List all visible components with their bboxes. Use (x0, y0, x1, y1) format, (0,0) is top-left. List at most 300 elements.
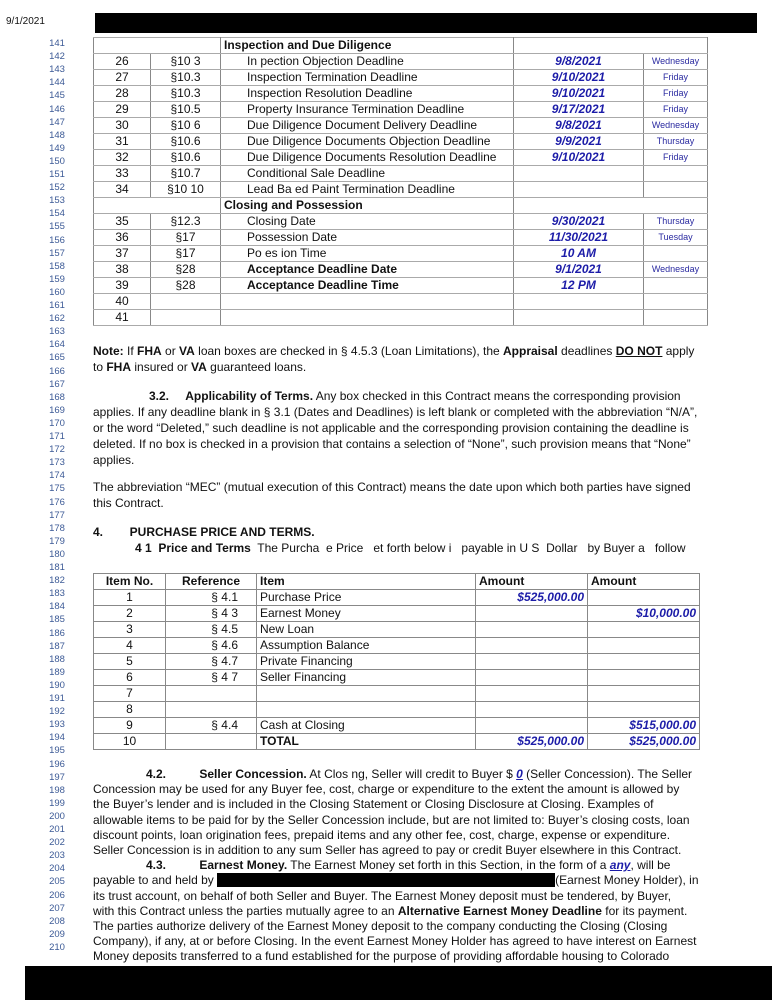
table-row (94, 102, 708, 118)
amount-1 (476, 718, 588, 734)
item-number: 33 (94, 166, 151, 182)
text-line (93, 405, 697, 420)
item-name: New Loan (257, 622, 476, 638)
line-number: 176 (49, 496, 65, 508)
text-segment: Money deposits transferred to a fund established for the purpose of providing affordable housing to Colorado (93, 949, 670, 964)
reference: § 4.6 (166, 638, 257, 654)
text-segment: Alternative Earnest Money Deadline (397, 903, 602, 918)
amount-2 (588, 670, 700, 686)
text-line (93, 813, 690, 828)
item-number: 40 (94, 294, 151, 310)
table-row (94, 70, 708, 86)
empty-cell (94, 38, 221, 54)
weekday (644, 278, 708, 294)
reference: §10.3 (151, 86, 221, 102)
line-number: 208 (49, 915, 65, 927)
empty-cell (514, 198, 708, 214)
item-number: 1 (94, 590, 166, 606)
text-segment: FHA (106, 360, 132, 374)
text-segment: applies. (93, 453, 135, 467)
deadline-date: 9/8/2021 (514, 118, 644, 134)
text-line (93, 480, 691, 495)
deadline-date: 9/17/2021 (514, 102, 644, 118)
event-name: Inspection Resolution Deadline (221, 86, 514, 102)
form-field-value[interactable]: any (609, 858, 631, 873)
line-number: 162 (49, 313, 65, 325)
deadline-date: 9/9/2021 (514, 134, 644, 150)
deadline-date (514, 310, 644, 326)
line-number: 182 (49, 575, 65, 587)
amount-1 (476, 638, 588, 654)
deadline-date: 9/1/2021 (514, 262, 644, 278)
text-segment: The abbreviation “MEC” (mutual execution of this Contract) means the date upon which both parties have signed (93, 480, 691, 494)
table-row (94, 606, 700, 622)
text-segment: If (123, 344, 138, 358)
amount-1: $525,000.00 (476, 734, 588, 750)
text-line (93, 437, 691, 452)
weekday: Wednesday (644, 118, 708, 134)
text-line (93, 767, 692, 782)
line-number: 149 (49, 142, 65, 154)
line-number: 196 (49, 758, 65, 770)
deadline-date: 9/10/2021 (514, 70, 644, 86)
event-name: Due Diligence Document Delivery Deadline (221, 118, 514, 134)
table-row (94, 702, 700, 718)
reference: § 4 3 (166, 606, 257, 622)
weekday: Thursday (644, 214, 708, 230)
text-segment: allowable items to be paid for by the Seller Concession include, but are not limited to: Buyer’s closing costs, loan (93, 812, 690, 827)
item-number: 4 (94, 638, 166, 654)
line-number: 179 (49, 535, 65, 547)
item-number: 31 (94, 134, 151, 150)
text-segment: apply (662, 344, 695, 358)
line-number: 198 (49, 784, 65, 796)
reference: §10.5 (151, 102, 221, 118)
amount-2: $10,000.00 (588, 606, 700, 622)
event-name: Conditional Sale Deadline (221, 166, 514, 182)
line-number: 200 (49, 810, 65, 822)
text-segment: VA (179, 344, 195, 358)
line-number: 173 (49, 457, 65, 469)
item-number: 37 (94, 246, 151, 262)
line-number: 190 (49, 679, 65, 691)
amount-2 (588, 622, 700, 638)
reference: §17 (151, 230, 221, 246)
weekday (644, 310, 708, 326)
table-row (94, 214, 708, 230)
text-line (93, 904, 687, 919)
deadline-date (514, 182, 644, 198)
weekday (644, 294, 708, 310)
reference (166, 686, 257, 702)
amount-2: $515,000.00 (588, 718, 700, 734)
event-name: Due Diligence Documents Resolution Deadline (221, 150, 514, 166)
event-name: Possession Date (221, 230, 514, 246)
line-number: 151 (49, 169, 65, 180)
item-number: 41 (94, 310, 151, 326)
table-row (94, 166, 708, 182)
deadline-date: 9/10/2021 (514, 86, 644, 102)
weekday: Tuesday (644, 230, 708, 246)
text-segment: this Contract. (93, 496, 164, 510)
text-segment: Note: (93, 344, 124, 358)
table-row (94, 686, 700, 702)
reference: §10.6 (151, 150, 221, 166)
line-number: 204 (49, 863, 65, 875)
section-title: Closing and Possession (221, 198, 514, 214)
table-row (94, 734, 700, 750)
line-number: 181 (49, 562, 65, 573)
text-line (93, 344, 694, 359)
item-number: 36 (94, 230, 151, 246)
text-line (93, 934, 696, 949)
line-number: 187 (49, 640, 65, 652)
table-row (94, 182, 708, 198)
line-number: 156 (49, 234, 65, 246)
weekday (644, 246, 708, 262)
text-line (93, 360, 306, 375)
deadline-date: 9/8/2021 (514, 54, 644, 70)
text-line (93, 858, 670, 873)
redaction-bar-top (95, 13, 757, 33)
line-number: 192 (49, 706, 65, 718)
text-line (93, 541, 686, 556)
line-number: 194 (49, 732, 65, 744)
header-date: 9/1/2021 (6, 16, 45, 27)
text-line (93, 453, 134, 468)
item-name (257, 702, 476, 718)
text-segment: applies. If any deadline blank in § 3.1 (Dates and Deadlines) is left blank or completed with the abbreviation “N/A”, (93, 405, 698, 419)
text-segment: The parties authorize delivery of the Earnest Money deposit to the company conducting the Closing (Closing (93, 919, 668, 933)
line-number: 143 (49, 64, 65, 76)
table-row (94, 118, 708, 134)
item-number: 29 (94, 102, 151, 118)
text-segment: (Seller Concession). The Seller (522, 767, 693, 781)
line-number: 163 (49, 326, 65, 338)
text-line (93, 421, 689, 436)
amount-1: $525,000.00 (476, 590, 588, 606)
form-field-value[interactable]: 0 (516, 767, 523, 781)
weekday: Wednesday (644, 262, 708, 278)
line-number: 174 (49, 470, 65, 482)
deadlines-table (93, 37, 708, 326)
line-number: 142 (49, 51, 65, 63)
item-number: 8 (94, 702, 166, 718)
line-number: 148 (49, 129, 65, 141)
text-line (93, 873, 699, 888)
line-number: 180 (49, 548, 65, 560)
line-number: 184 (49, 601, 65, 613)
text-segment: Concession may be used for any Buyer fee, cost, charge or expenditure to the extent the amount is allowed by (93, 782, 680, 797)
text-segment: The Purcha e Price et forth below i payable in U S Dollar by Buyer a follow (250, 541, 686, 555)
amount-1 (476, 670, 588, 686)
item-name: Private Financing (257, 654, 476, 670)
text-segment: insured or (131, 360, 192, 374)
item-name: Purchase Price (257, 590, 476, 606)
reference: §10 6 (151, 118, 221, 134)
reference: §10 3 (151, 54, 221, 70)
amount-1 (476, 654, 588, 670)
section-header-row (94, 198, 708, 214)
weekday: Wednesday (644, 54, 708, 70)
table-row (94, 54, 708, 70)
text-segment: loan boxes are checked in § 4.5.3 (Loan Limitations), the (194, 344, 503, 358)
item-name: Earnest Money (257, 606, 476, 622)
table-row (94, 590, 700, 606)
text-segment: or (161, 344, 180, 358)
text-segment: deadlines (557, 344, 616, 358)
weekday (644, 182, 708, 198)
text-segment: payable to and held by (93, 873, 218, 888)
line-number: 160 (49, 286, 65, 298)
line-number: 172 (49, 444, 65, 456)
reference: §10.3 (151, 70, 221, 86)
text-segment: DO NOT (615, 344, 663, 358)
line-number: 155 (49, 221, 65, 233)
text-segment: with this Contract unless the parties mutually agree to an (93, 903, 398, 918)
table-row (94, 310, 708, 326)
line-number: 183 (49, 588, 65, 600)
text-line (93, 919, 667, 934)
line-number: 201 (49, 824, 65, 835)
reference: § 4.1 (166, 590, 257, 606)
deadline-date (514, 166, 644, 182)
section-title: Inspection and Due Diligence (221, 38, 514, 54)
line-number: 191 (49, 693, 65, 704)
amount-2 (588, 654, 700, 670)
line-number: 164 (49, 339, 65, 351)
text-segment: 4.3. Earnest Money. (146, 858, 288, 873)
reference: § 4.5 (166, 622, 257, 638)
text-segment: 3.2. Applicability of Terms. (149, 389, 314, 403)
section-header-row (94, 38, 708, 54)
line-number: 144 (49, 77, 65, 89)
table-row (94, 150, 708, 166)
line-number: 175 (49, 483, 65, 495)
text-segment: , will be (630, 858, 671, 873)
deadline-date (514, 294, 644, 310)
line-number: 197 (49, 771, 65, 783)
item-number: 30 (94, 118, 151, 134)
item-number: 39 (94, 278, 151, 294)
table-row (94, 86, 708, 102)
empty-cell (94, 198, 221, 214)
text-segment: Seller Concession is in addition to any sum Seller has agreed to pay or credit Buyer elsewhere in this Contract. (93, 843, 682, 857)
event-name (221, 294, 514, 310)
event-name: Property Insurance Termination Deadline (221, 102, 514, 118)
item-name: Assumption Balance (257, 638, 476, 654)
column-header: Reference (166, 574, 257, 590)
line-number: 166 (49, 365, 65, 377)
table-row (94, 294, 708, 310)
text-segment: 4. PURCHASE PRICE AND TERMS. (93, 525, 315, 539)
table-row (94, 278, 708, 294)
weekday (644, 166, 708, 182)
weekday: Friday (644, 102, 708, 118)
table-row (94, 718, 700, 734)
purchase-price-table (93, 573, 700, 750)
line-number: 167 (49, 378, 65, 390)
reference: §28 (151, 278, 221, 294)
reference: § 4 7 (166, 670, 257, 686)
text-line (93, 843, 681, 858)
text-segment: for its payment. (601, 903, 688, 918)
event-name: Lead Ba ed Paint Termination Deadline (221, 182, 514, 198)
text-segment: At Clos ng, Seller will credit to Buyer $ (306, 767, 517, 781)
text-segment: 4 1 Price and Terms (135, 541, 251, 555)
item-number: 35 (94, 214, 151, 230)
line-number: 168 (49, 391, 65, 403)
amount-1 (476, 606, 588, 622)
text-line (93, 389, 681, 404)
text-segment: discount points, loan origination fees, prepaid items and any other fee, cost, charge, expense or expenditure. (93, 827, 671, 842)
line-number: 141 (49, 38, 65, 49)
line-number: 157 (49, 247, 65, 259)
item-number: 38 (94, 262, 151, 278)
line-number: 146 (49, 103, 65, 115)
text-segment: its trust account, on behalf of both Seller and Buyer. The Earnest Money deposit must be tendered, by Buyer, (93, 888, 672, 903)
column-header: Item No. (94, 574, 166, 590)
text-segment: Company), if any, at or before Closing. In the event Earnest Money Holder has agreed to have interest on Earnest (93, 934, 697, 949)
table-row (94, 134, 708, 150)
amount-2 (588, 638, 700, 654)
line-number: 177 (49, 509, 65, 521)
item-number: 6 (94, 670, 166, 686)
table-row (94, 654, 700, 670)
reference: §10 10 (151, 182, 221, 198)
item-number: 2 (94, 606, 166, 622)
reference (166, 702, 257, 718)
text-segment: Any box checked in this Contract means the corresponding provision (313, 389, 681, 403)
line-number: 147 (49, 116, 65, 128)
text-segment: (Earnest Money Holder), in (555, 873, 699, 888)
reference: §17 (151, 246, 221, 262)
deadline-date: 11/30/2021 (514, 230, 644, 246)
text-segment: The Earnest Money set forth in this Section, in the form of a (287, 858, 610, 873)
column-header: Amount (588, 574, 700, 590)
table-row (94, 230, 708, 246)
item-number: 32 (94, 150, 151, 166)
text-segment: VA (191, 360, 207, 374)
item-number: 10 (94, 734, 166, 750)
line-number: 171 (49, 431, 65, 442)
reference: § 4.7 (166, 654, 257, 670)
column-header: Item (257, 574, 476, 590)
item-name: Seller Financing (257, 670, 476, 686)
deadline-date: 12 PM (514, 278, 644, 294)
line-number: 152 (49, 182, 65, 194)
line-number: 203 (49, 850, 65, 862)
amount-1 (476, 686, 588, 702)
amount-1 (476, 702, 588, 718)
line-number: 199 (49, 797, 65, 809)
reference (151, 310, 221, 326)
line-number: 185 (49, 614, 65, 626)
text-segment: to (93, 360, 107, 374)
event-name (221, 310, 514, 326)
event-name: Acceptance Deadline Date (221, 262, 514, 278)
text-segment: or the word “Deleted,” such deadline is not applicable and the corresponding provision containing the deadline is (93, 421, 689, 435)
weekday: Thursday (644, 134, 708, 150)
item-number: 28 (94, 86, 151, 102)
line-number: 195 (49, 745, 65, 757)
reference: §10.6 (151, 134, 221, 150)
line-number: 210 (49, 941, 65, 953)
table-row (94, 638, 700, 654)
deadline-date: 9/10/2021 (514, 150, 644, 166)
text-segment: the Buyer’s lender and is included in the Closing Statement or Closing Disclosure at Closing. Examples of (93, 797, 654, 812)
table-row (94, 246, 708, 262)
event-name: Due Diligence Documents Objection Deadline (221, 134, 514, 150)
line-number: 186 (49, 627, 65, 639)
amount-2 (588, 702, 700, 718)
text-segment: 4.2. Seller Concession. (146, 767, 307, 781)
line-number: 188 (49, 653, 65, 665)
line-number: 145 (49, 90, 65, 102)
line-number: 159 (49, 273, 65, 285)
text-line (93, 525, 315, 540)
item-number: 26 (94, 54, 151, 70)
event-name: Closing Date (221, 214, 514, 230)
line-number: 158 (49, 260, 65, 272)
line-number: 207 (49, 902, 65, 914)
line-number: 189 (49, 666, 65, 678)
deadline-date: 10 AM (514, 246, 644, 262)
reference (166, 734, 257, 750)
text-line (93, 797, 654, 812)
item-name (257, 686, 476, 702)
event-name: Po es ion Time (221, 246, 514, 262)
text-line (93, 496, 164, 511)
text-line (93, 889, 671, 904)
table-row (94, 622, 700, 638)
table-header-row (94, 574, 700, 590)
event-name: Acceptance Deadline Time (221, 278, 514, 294)
table-row (94, 262, 708, 278)
item-number: 27 (94, 70, 151, 86)
weekday: Friday (644, 70, 708, 86)
item-number: 9 (94, 718, 166, 734)
item-number: 34 (94, 182, 151, 198)
line-number: 205 (49, 876, 65, 888)
event-name: In pection Objection Deadline (221, 54, 514, 70)
line-number: 154 (49, 208, 65, 220)
line-number: 206 (49, 889, 65, 901)
event-name: Inspection Termination Deadline (221, 70, 514, 86)
line-number: 209 (49, 928, 65, 940)
reference: §12.3 (151, 214, 221, 230)
redaction-bar-bottom (25, 966, 772, 1000)
line-number: 170 (49, 417, 65, 429)
reference (151, 294, 221, 310)
text-segment: FHA (137, 344, 162, 358)
table-row (94, 670, 700, 686)
line-number: 153 (49, 195, 65, 207)
text-line (93, 782, 679, 797)
line-number: 202 (49, 837, 65, 849)
amount-2 (588, 590, 700, 606)
column-header: Amount (476, 574, 588, 590)
reference: §28 (151, 262, 221, 278)
item-number: 7 (94, 686, 166, 702)
line-number: 165 (49, 352, 65, 364)
redacted-name (217, 873, 555, 887)
amount-2 (588, 686, 700, 702)
amount-1 (476, 622, 588, 638)
text-line (93, 949, 669, 964)
reference: §10.7 (151, 166, 221, 182)
item-name: TOTAL (257, 734, 476, 750)
